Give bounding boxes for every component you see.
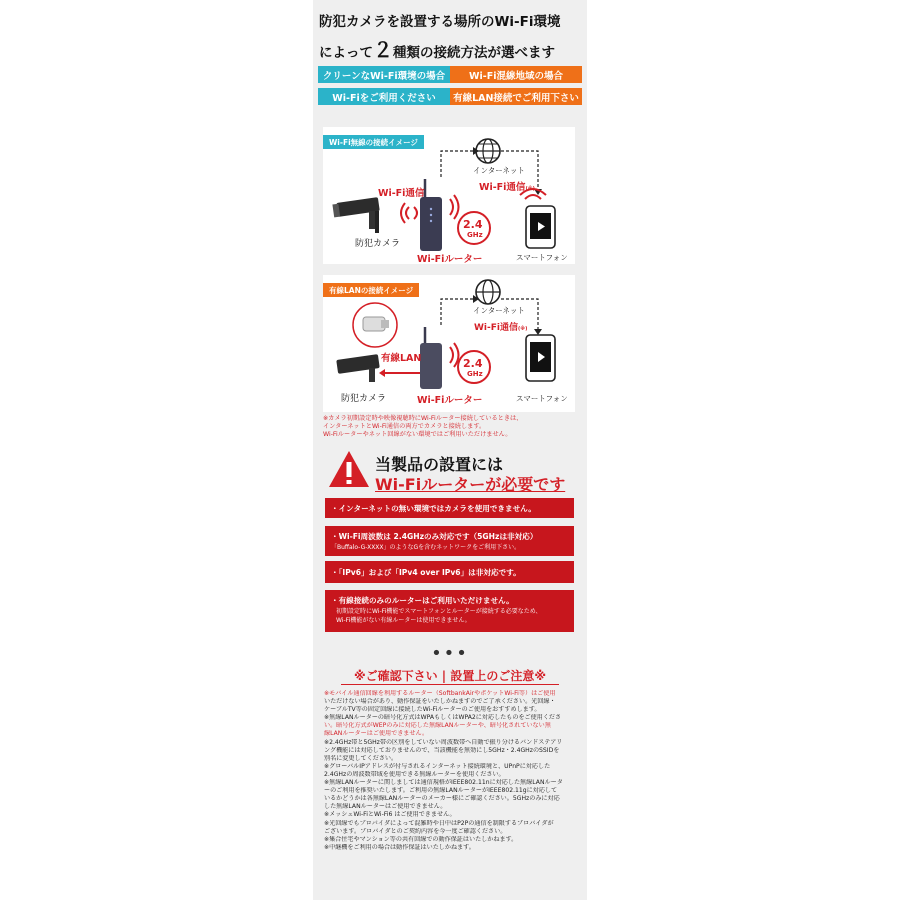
caution-line: ※無線LANルーターの暗号化方式はWPAもしくはWPA2に対応したものをご使用くださ: [324, 714, 562, 722]
headline-number: ２: [373, 38, 393, 62]
diagram-note-line: Wi-Fiルーターやネット回線がない環境ではご利用いただけません。: [323, 431, 512, 438]
warning-title-line1: 当製品の設置には: [375, 455, 504, 474]
caution-line: 線LANルーターはご使用できません。: [324, 730, 429, 738]
warning-bar-subtext: Wi-Fi機能がない有線ルーターは使用できません。: [336, 617, 471, 624]
caution-line: いただけない場合があり、動作保証をいたしかねますのでご了承ください。光回線・: [324, 698, 556, 706]
wifi-internet-label: インターネット: [473, 166, 525, 175]
globe-icon: [476, 139, 500, 163]
router-icon: [420, 327, 442, 389]
product-panel: [313, 0, 587, 900]
warning-bar-text: ・インターネットの無い環境ではカメラを使用できません。: [331, 503, 536, 513]
diagram-note-line: インターネットとWi-Fi通信の両方でカメラと接続します。: [323, 423, 486, 430]
caution-line: ※無線LANルーターに関しましては通信規格がIEEE802.11nに対応した無線LANルータ: [324, 779, 563, 787]
separator-dots: •••: [431, 643, 469, 664]
wifi-camera-link-label: Wi-Fi通信: [378, 188, 425, 199]
lan-plug-icon: [353, 303, 397, 347]
warning-bar-subtext: 初期設定時にWi-Fi機能でスマートフォンとルーターが接続する必要なため、: [336, 608, 542, 615]
caution-line: ※メッシュWi-FiとWi-Fi6 はご使用できません。: [324, 811, 456, 819]
camera-icon: [336, 354, 380, 382]
option-congested-advice: 有線LAN接続でご利用下さい: [450, 88, 582, 105]
caution-list: [324, 690, 580, 852]
caution-line: 別名に変更してください。: [324, 754, 398, 762]
option-row-bottom: [318, 88, 582, 105]
warning-bar-subtext: 「Buffalo-G-XXXX」のようなGを含むネットワークをご利用下さい。: [331, 544, 521, 551]
lan-camera-link-label: 有線LAN: [381, 353, 422, 364]
smartphone-icon: [526, 206, 555, 248]
caution-line: ございます。プロバイダとのご契約内容を今一度ご確認ください。: [324, 827, 507, 835]
caution-line: ング機能には対応しておりませんので、当該機能を無効にし5GHz・2.4GHzのSSIDを: [324, 746, 560, 754]
wifi-freq-unit: GHz: [467, 231, 483, 239]
wifi-router-link-label: [479, 179, 535, 193]
smartphone-icon: [526, 335, 555, 381]
headline-line2-prefix: によって: [319, 45, 373, 61]
caution-line: ※2.4GHz帯と5GHz帯の区別をしていない周波数帯へ自動で振り分けるバンドステアリ: [324, 738, 563, 746]
lan-freq-unit: GHz: [467, 370, 483, 378]
diagram-note-line: ※カメラ初期設定時や映像視聴時にWi-Fiルーター接続しているときは、: [323, 415, 523, 422]
wifi-router-link-mark: (※): [525, 186, 535, 192]
camera-icon: [332, 197, 379, 233]
headline-line2: [319, 34, 581, 63]
lan-router-link-text: Wi-Fi通信: [474, 323, 518, 333]
wifi-camera-label: 防犯カメラ: [355, 239, 401, 249]
warning-bar-4: [325, 590, 574, 632]
caution-line: ※モバイル通信回線を利用するルーター（SoftbankAirやポケットWi-Fi等）はご使用: [324, 690, 556, 697]
lan-router-label: Wi-Fiルーター: [417, 395, 483, 406]
wifi-router-link-text: Wi-Fi通信: [479, 182, 526, 193]
caution-line: ※グローバルIPアドレスが付与されるインターネット接続環境と、UPnPに対応した: [324, 762, 551, 770]
caution-line: い。暗号化方式がWEPのみに対応した無線LANルーターや、暗号化されていない無: [324, 722, 551, 730]
warning-bar-3: [325, 561, 574, 583]
wifi-phone-label: スマートフォン: [516, 253, 568, 262]
wifi-diagram-label: Wi-Fi無線の接続イメージ: [323, 135, 424, 149]
caution-divider: [341, 684, 559, 685]
warning-icon: [327, 449, 371, 489]
warning-bar-text: ・Wi-Fi周波数は 2.4GHzのみ対応です（5GHzは非対応）: [331, 532, 538, 541]
caution-line: 2.4GHzの周波数帯域を使用できる無線ルーターを使用ください。: [324, 770, 505, 778]
caution-line: した無線LANルーターはご使用できません。: [324, 803, 447, 811]
headline-line2-suffix: 種類の接続方法が選べます: [393, 45, 555, 61]
wifi-freq-main: 2.4: [463, 218, 483, 231]
lan-phone-label: スマートフォン: [516, 394, 568, 403]
option-clean-wifi-advice: Wi-Fiをご利用ください: [318, 88, 450, 105]
caution-line: ※集合住宅やマンション等の共有回線での動作保証はいたしかねます。: [324, 835, 518, 843]
warning-title-line2: Wi-Fiルーターが必要です: [375, 475, 566, 494]
caution-line: ーのご利用を推奨いたします。ご利用の無線LANルーターがIEEE802.11gに対応して: [324, 787, 558, 795]
caution-title: ※ご確認下さい | 設置上のご注意※: [353, 669, 547, 683]
diagram-notes: [323, 415, 579, 439]
option-clean-wifi-heading: クリーンなWi-Fi環境の場合: [318, 66, 450, 83]
lan-camera-label: 防犯カメラ: [341, 394, 387, 404]
option-row-top: [318, 66, 582, 83]
lan-router-link-label: [474, 320, 527, 333]
lan-router-link-mark: (※): [517, 326, 528, 332]
caution-line: いるかどうかは各無線LANルーターのメーカー様にご確認ください。5GHzのみに対応: [324, 795, 560, 803]
caution-line: ※光回線でもプロバイダによって混雑時や日中はP2Pの通信を制限するプロバイダが: [324, 819, 554, 827]
wifi-router-label: Wi-Fiルーター: [417, 254, 483, 265]
wifi-diagram: [323, 127, 575, 264]
lan-freq-main: 2.4: [463, 357, 483, 370]
headline-line1: 防犯カメラを設置する場所のWi-Fi環境: [319, 14, 561, 30]
warning-bar-text: ・「IPv6」および「IPv4 over IPv6」は非対応です。: [331, 567, 521, 577]
warning-bar-text: ・有線接続のみのルーターはご利用いただけません。: [331, 596, 514, 605]
warning-bar-2: [325, 526, 574, 556]
lan-diagram: [323, 275, 575, 412]
lan-diagram-label: 有線LANの接続イメージ: [323, 283, 419, 297]
globe-icon: [476, 280, 500, 304]
option-congested-heading: Wi-Fi混線地域の場合: [450, 66, 582, 83]
caution-line: ※中継機をご利用の場合は動作保証はいたしかねます。: [324, 843, 475, 851]
caution-line: ケーブルTV等の固定回線に接続したWi-Fiルーターのご使用をおすすめします。: [324, 706, 541, 714]
warning-bar-1: [325, 498, 574, 518]
lan-internet-label: インターネット: [473, 306, 525, 315]
